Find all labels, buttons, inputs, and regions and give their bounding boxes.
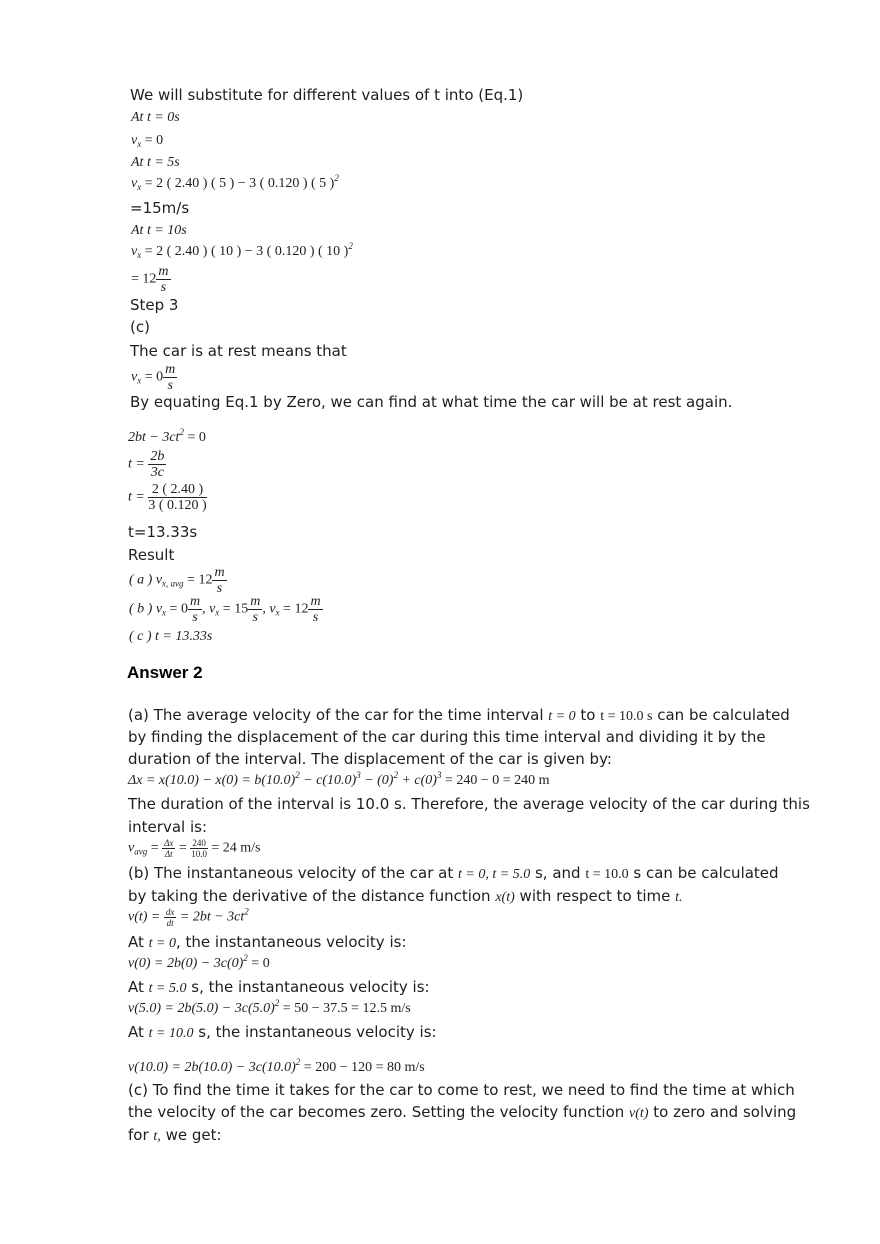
exponent: 2 (295, 1057, 301, 1067)
at-t5: At t = 5s (131, 155, 180, 170)
v-symbol: , v (202, 601, 216, 617)
frac-numerator: m (310, 594, 321, 609)
frac-numerator: 2 ( 2.40 ) (148, 482, 206, 498)
vx-rest-equation (131, 362, 177, 393)
eq-part: v(0) = 2b(0) − 3c(0) (128, 956, 244, 971)
text: we get: (160, 1126, 222, 1144)
text: s, the instantaneous velocity is: (186, 978, 430, 996)
math-xt: x(t) (495, 890, 515, 905)
unit-fraction (212, 565, 226, 596)
duration-line2: interval is: (128, 818, 207, 836)
fraction-dx-dt (164, 907, 177, 928)
eq-result: = 24 m/s (207, 840, 261, 856)
vx-t5-equation (131, 173, 339, 192)
result-a (129, 565, 227, 596)
vt-derivative-equation (128, 907, 249, 928)
exponent: 2 (348, 241, 353, 251)
subscript: x, avg (162, 578, 184, 589)
fraction-numeric (148, 482, 206, 513)
eq-rhs: = 2bt − 3ct (176, 909, 245, 925)
duration-line1: The duration of the interval is 10.0 s. Therefore, the average velocity of the car during this (128, 795, 810, 813)
vrest-value: = 0 (141, 369, 164, 385)
a-paragraph-line2: by finding the displacement of the car during this time interval and dividing it by the (128, 728, 766, 746)
a-paragraph-line3: duration of the interval. The displacement of the car is given by: (128, 750, 612, 768)
subscript: x (215, 607, 220, 618)
text: At (128, 1023, 149, 1041)
fraction-dx-dt (162, 838, 175, 859)
text: can be calculated (652, 706, 790, 724)
c-paragraph-line1: (c) To find the time it takes for the car to come to rest, we need to find the time at which (128, 1081, 795, 1099)
frac-denominator: s (192, 610, 198, 625)
frac-denominator: dt (166, 918, 174, 928)
frac-numerator: m (189, 594, 201, 609)
eq-part: v(10.0) = 2b(10.0) − 3c(10.0) (128, 1060, 296, 1075)
eq-part: − c(10.0) (299, 773, 357, 788)
eq-part: + c(0) (397, 773, 437, 788)
exponent: 2 (243, 953, 248, 963)
v5-result: =15m/s (130, 199, 190, 217)
at-t10-text (128, 1023, 437, 1043)
text: (a) The average velocity of the car for the time interval (128, 706, 549, 724)
x-subscript: x (137, 375, 142, 386)
c-paragraph-line3 (128, 1126, 222, 1146)
frac-denominator: 3 ( 0.120 ) (148, 498, 207, 513)
result-b-label: ( b ) v (129, 601, 163, 617)
fraction-240-10 (190, 838, 208, 859)
eq-lhs: v(t) = (128, 909, 164, 925)
v0-equation (128, 953, 270, 972)
zero-equation (128, 427, 206, 446)
frac-denominator: s (167, 378, 173, 393)
unit-fraction (156, 264, 170, 295)
text: for (128, 1126, 154, 1144)
frac-denominator: s (252, 610, 258, 625)
at-t5-text (128, 978, 430, 998)
v10-equation (128, 1057, 425, 1076)
math-t: t, (153, 1129, 161, 1144)
at-t10-line (131, 223, 187, 239)
frac-denominator: s (216, 581, 223, 596)
frac-denominator: s (160, 280, 167, 295)
b-paragraph-line1 (128, 864, 779, 884)
step-3-label: Step 3 (130, 296, 179, 314)
frac-denominator: s (312, 610, 319, 625)
frac-numerator: m (165, 362, 176, 377)
frac-numerator: m (158, 264, 169, 279)
text: , the instantaneous velocity is: (176, 933, 407, 951)
t-equals: t = (128, 489, 145, 505)
vx-zero-line (131, 133, 163, 149)
frac-denominator: Δt (164, 849, 173, 859)
v10-expression: = 2 ( 2.40 ) ( 10 ) − 3 ( 0.120 ) ( 10 ) (141, 244, 349, 259)
text: by taking the derivative of the distance function (128, 887, 496, 905)
math-t0: t = 0 (148, 936, 176, 951)
text: to (575, 706, 601, 724)
frac-numerator: m (214, 565, 225, 580)
equating-text: By equating Eq.1 by Zero, we can find at what time the car will be at rest again. (130, 393, 733, 411)
v5-expression: = 2 ( 2.40 ) ( 5 ) − 3 ( 0.120 ) ( 5 ) (141, 176, 335, 191)
exponent: 2 (334, 173, 339, 183)
math-t10: t = 10.0 s (600, 709, 653, 724)
math-t10: t = 10.0 (148, 1026, 194, 1041)
frac-numerator: 2b (150, 449, 165, 464)
exponent: 3 (356, 770, 361, 780)
part-c-label: (c) (130, 318, 150, 336)
exponent: 2 (393, 770, 398, 780)
frac-denominator: 10.0 (191, 849, 207, 859)
eq-part: − (0) (360, 773, 394, 788)
equals: = (147, 840, 163, 856)
result-a-value: = 12 (183, 572, 213, 588)
eq-result: = 200 − 120 = 80 m/s (300, 1060, 425, 1075)
vavg-equation (128, 838, 260, 859)
rest-intro: The car is at rest means that (130, 342, 347, 360)
at-t10: At t = 10s (131, 223, 187, 238)
text: s, the instantaneous velocity is: (193, 1023, 437, 1041)
text: the velocity of the car becomes zero. Setting the velocity function (128, 1103, 630, 1121)
result-b-v2: = 15 (219, 601, 249, 617)
answer-2-heading: Answer 2 (127, 663, 203, 682)
result-c: ( c ) t = 13.33s (129, 629, 213, 644)
frac-numerator: 240 (192, 838, 206, 848)
t-fraction-equation (128, 449, 166, 480)
v-symbol: v (131, 133, 138, 148)
unit-fraction (248, 594, 262, 625)
displacement-equation (128, 770, 550, 789)
t-result: t=13.33s (128, 523, 198, 541)
text: At (128, 978, 149, 996)
v5-equation (128, 998, 411, 1017)
vx-t10-equation (131, 241, 353, 260)
unit-fraction (163, 362, 177, 393)
intro-text: We will substitute for different values of t into (Eq.1) (130, 86, 524, 104)
fraction-2b-3c (148, 449, 166, 480)
math-vt: v(t) (629, 1106, 649, 1121)
v-symbol: v (131, 176, 138, 191)
eq-expression: 2bt − 3ct (128, 430, 180, 445)
equals: = (175, 840, 191, 856)
subscript: x (275, 607, 280, 618)
eq-result: = 0 (247, 956, 270, 971)
frac-numerator: Δx (164, 838, 174, 848)
math-times: t = 0, t = 5.0 (458, 867, 531, 882)
result-b (129, 594, 323, 625)
eq-result: = 240 − 0 = 240 m (441, 773, 550, 788)
v-symbol: v (128, 840, 135, 856)
exponent: 2 (244, 906, 249, 917)
text: to zero and solving (648, 1103, 797, 1121)
eq-result: = 50 − 37.5 = 12.5 m/s (279, 1001, 411, 1016)
text: with respect to time (514, 887, 676, 905)
at-t5-line (131, 155, 180, 171)
eq-part: v(5.0) = 2b(5.0) − 3c(5.0) (128, 1001, 275, 1016)
v10-value: = 12 (131, 271, 157, 287)
t-equals: t = (128, 456, 145, 472)
text: (b) The instantaneous velocity of the car at (128, 864, 459, 882)
v-symbol: v (131, 369, 138, 385)
v-symbol: , v (262, 601, 276, 617)
t-numeric-equation (128, 482, 207, 513)
exponent: 2 (179, 427, 184, 437)
text: At (128, 933, 149, 951)
eq-part: Δx = x(10.0) − x(0) = b(10.0) (128, 773, 296, 788)
subscript: avg (134, 846, 148, 857)
text: s, and (530, 864, 586, 882)
unit-fraction (188, 594, 202, 625)
exponent: 2 (274, 998, 280, 1008)
a-paragraph-line1 (128, 706, 790, 726)
result-b-v1: = 0 (166, 601, 188, 617)
b-paragraph-line2 (128, 887, 683, 907)
x-subscript: x (137, 139, 142, 149)
at-t0-text (128, 933, 407, 953)
result-b-v3: = 12 (279, 601, 309, 617)
unit-fraction (308, 594, 322, 625)
math-t0: t = 0 (548, 709, 576, 724)
x-subscript: x (137, 250, 142, 260)
x-subscript: x (137, 182, 142, 192)
result-a-label: ( a ) v (129, 572, 163, 588)
math-t: t. (675, 890, 683, 905)
v-symbol: v (131, 244, 138, 259)
v10-result (131, 264, 171, 295)
v0-value: = 0 (141, 133, 164, 148)
at-t0: At t = 0s (131, 110, 180, 125)
frac-denominator: 3c (150, 465, 164, 480)
result-label: Result (128, 546, 175, 564)
math-t10: t = 10.0 (585, 867, 629, 882)
text: s can be calculated (628, 864, 779, 882)
exponent: 3 (436, 770, 442, 780)
eq-rhs: = 0 (183, 430, 206, 445)
math-t5: t = 5.0 (148, 981, 187, 996)
exponent: 2 (295, 770, 300, 780)
frac-numerator: dx (165, 907, 175, 917)
frac-numerator: m (250, 594, 261, 609)
subscript: x (162, 607, 167, 618)
c-paragraph-line2 (128, 1103, 796, 1123)
at-t0-line (131, 110, 180, 126)
